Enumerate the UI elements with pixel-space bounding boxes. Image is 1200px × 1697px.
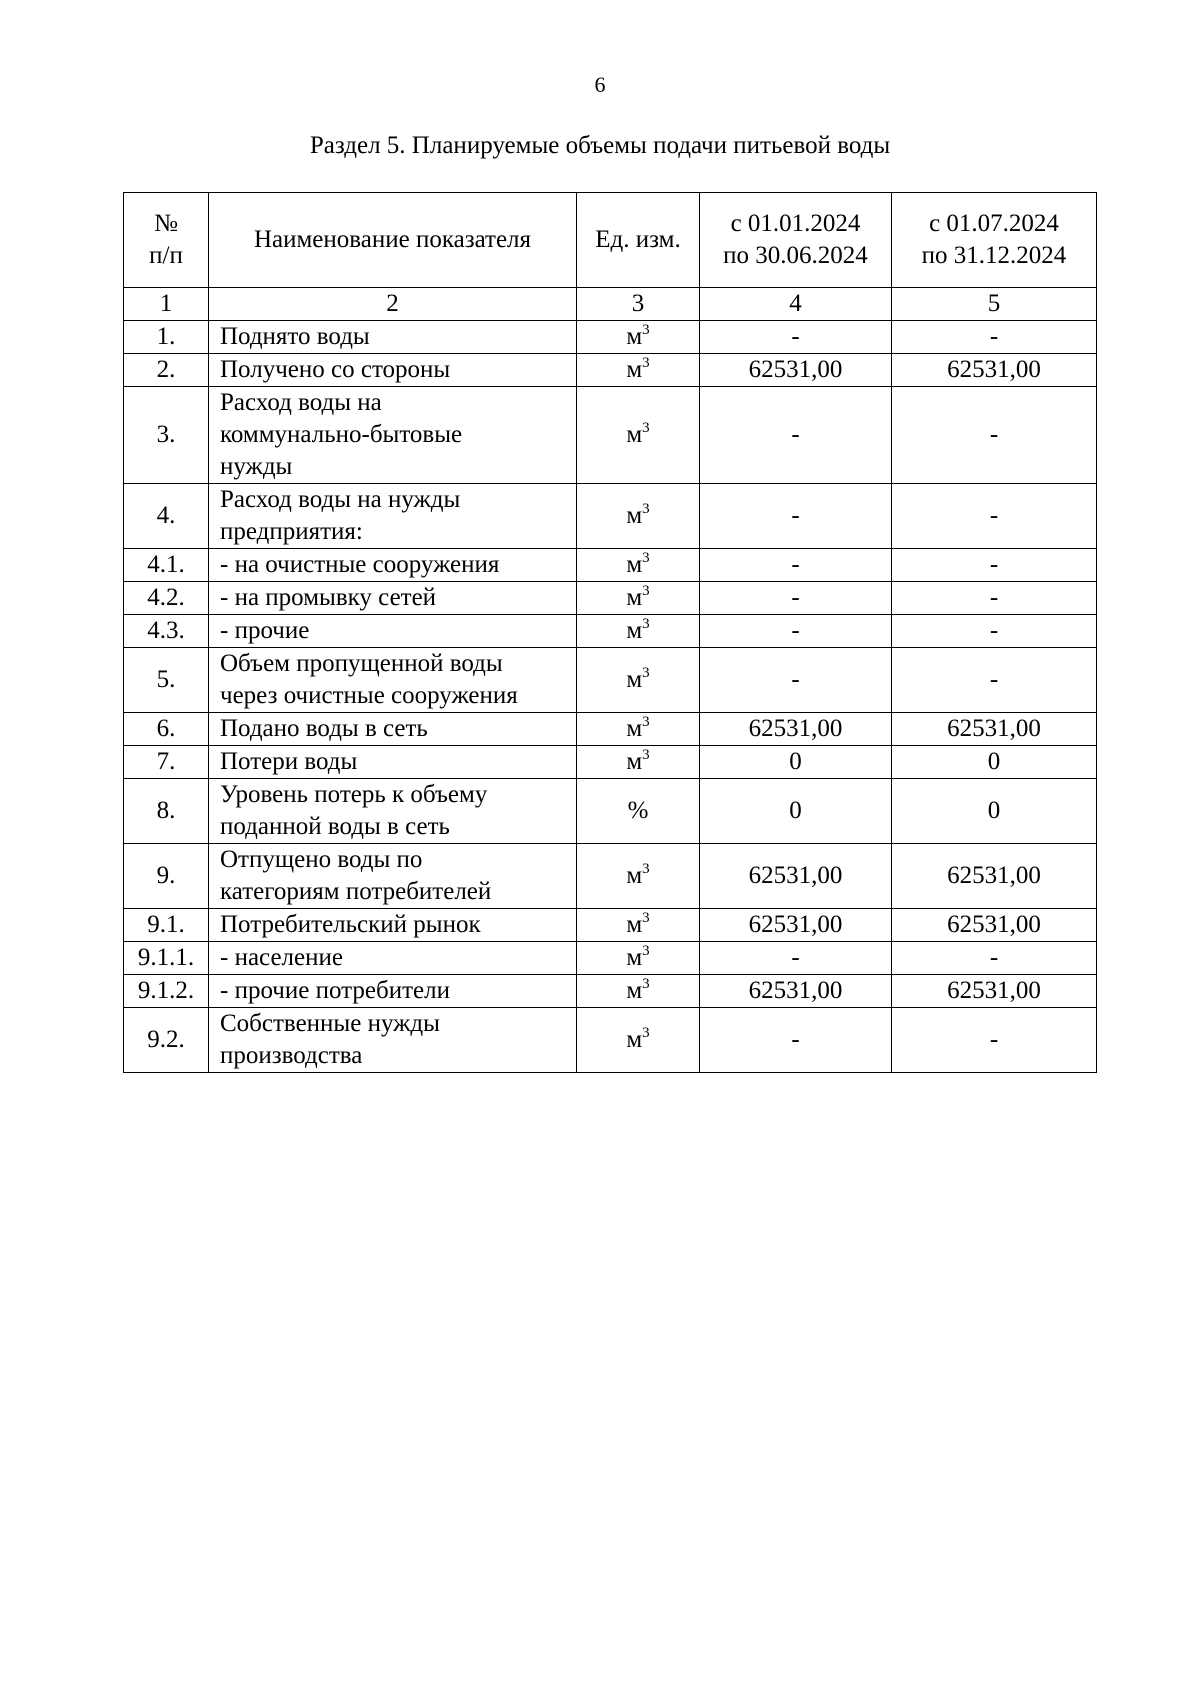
value-period-2: - <box>892 387 1097 484</box>
indicator-name: - на промывку сетей <box>209 582 577 615</box>
value-period-2: 0 <box>892 746 1097 779</box>
unit-exponent: 3 <box>642 1025 650 1041</box>
unit-cell <box>577 582 700 615</box>
unit-cell <box>577 648 700 713</box>
row-number: 9.1.1. <box>124 942 209 975</box>
header-name: Наименование показателя <box>209 193 577 288</box>
value-period-1: 0 <box>700 779 892 844</box>
unit-base: м <box>626 977 643 1004</box>
indicator-name: Потери воды <box>209 746 577 779</box>
row-number: 2. <box>124 354 209 387</box>
value-period-1: 62531,00 <box>700 713 892 746</box>
unit-exponent: 3 <box>642 550 650 566</box>
value-period-1: - <box>700 549 892 582</box>
unit-exponent: 3 <box>642 616 650 632</box>
row-number: 9.1. <box>124 909 209 942</box>
value-period-1: - <box>700 484 892 549</box>
value-period-1: - <box>700 387 892 484</box>
value-period-2: - <box>892 615 1097 648</box>
indicator-name: - на очистные сооружения <box>209 549 577 582</box>
indicator-name: Собственные нужды производства <box>209 1008 577 1073</box>
column-number: 4 <box>700 288 892 321</box>
unit-cell <box>577 713 700 746</box>
indicator-name: Подано воды в сеть <box>209 713 577 746</box>
table-row <box>124 746 1097 779</box>
unit-cell <box>577 354 700 387</box>
section-title: Раздел 5. Планируемые объемы подачи питьевой воды <box>309 132 891 159</box>
value-period-2: 62531,00 <box>892 354 1097 387</box>
table-row <box>124 1008 1097 1073</box>
column-number: 5 <box>892 288 1097 321</box>
unit-cell <box>577 746 700 779</box>
table-row <box>124 615 1097 648</box>
unit-base: м <box>626 584 643 611</box>
indicator-name: - прочие потребители <box>209 975 577 1008</box>
row-number: 7. <box>124 746 209 779</box>
indicator-name: Потребительский рынок <box>209 909 577 942</box>
value-period-1: 62531,00 <box>700 354 892 387</box>
table-row <box>124 387 1097 484</box>
unit-exponent: 3 <box>642 861 650 877</box>
unit-base: м <box>626 356 643 383</box>
unit-cell <box>577 321 700 354</box>
table-row <box>124 321 1097 354</box>
row-number: 4.3. <box>124 615 209 648</box>
value-period-1: 62531,00 <box>700 909 892 942</box>
table-row <box>124 549 1097 582</box>
value-period-2: - <box>892 582 1097 615</box>
indicator-name: - население <box>209 942 577 975</box>
value-period-2: - <box>892 942 1097 975</box>
row-number: 4.2. <box>124 582 209 615</box>
water-supply-table <box>123 192 1097 1073</box>
value-period-2: - <box>892 321 1097 354</box>
unit-exponent: 3 <box>642 583 650 599</box>
unit-base: м <box>626 551 643 578</box>
value-period-1: 62531,00 <box>700 975 892 1008</box>
row-number: 4. <box>124 484 209 549</box>
unit-base: м <box>626 502 643 529</box>
value-period-2: 62531,00 <box>892 713 1097 746</box>
unit-cell <box>577 779 700 844</box>
unit-cell <box>577 909 700 942</box>
unit-base: м <box>626 617 643 644</box>
unit-base: м <box>626 944 643 971</box>
value-period-1: - <box>700 942 892 975</box>
header-period-2: с 01.07.2024 по 31.12.2024 <box>892 193 1097 288</box>
header-unit: Ед. изм. <box>577 193 700 288</box>
unit-exponent: 3 <box>642 322 650 338</box>
row-number: 9.1.2. <box>124 975 209 1008</box>
table-row <box>124 844 1097 909</box>
unit-cell <box>577 975 700 1008</box>
unit-base: м <box>626 666 643 693</box>
column-number: 2 <box>209 288 577 321</box>
indicator-name: Расход воды на коммунально-бытовые нужды <box>209 387 577 484</box>
unit-base: м <box>626 911 643 938</box>
value-period-2: - <box>892 484 1097 549</box>
row-number: 9.2. <box>124 1008 209 1073</box>
unit-cell <box>577 484 700 549</box>
header-num: № п/п <box>124 193 209 288</box>
unit-cell <box>577 549 700 582</box>
value-period-2: 62531,00 <box>892 844 1097 909</box>
table-row <box>124 354 1097 387</box>
table-row <box>124 942 1097 975</box>
value-period-1: - <box>700 648 892 713</box>
unit-base: м <box>626 862 643 889</box>
unit-exponent: 3 <box>642 714 650 730</box>
unit-base: м <box>626 323 643 350</box>
unit-cell <box>577 387 700 484</box>
unit-exponent: 3 <box>642 910 650 926</box>
value-period-2: - <box>892 549 1097 582</box>
table-row <box>124 975 1097 1008</box>
row-number: 5. <box>124 648 209 713</box>
value-period-2: - <box>892 1008 1097 1073</box>
value-period-2: - <box>892 648 1097 713</box>
unit-exponent: 3 <box>642 665 650 681</box>
header-period-1: с 01.01.2024 по 30.06.2024 <box>700 193 892 288</box>
value-period-1: 62531,00 <box>700 844 892 909</box>
indicator-name: Отпущено воды по категориям потребителей <box>209 844 577 909</box>
unit-exponent: 3 <box>642 355 650 371</box>
unit-base: м <box>626 748 643 775</box>
table-row <box>124 909 1097 942</box>
table-row <box>124 582 1097 615</box>
value-period-1: - <box>700 321 892 354</box>
table-row <box>124 484 1097 549</box>
row-number: 6. <box>124 713 209 746</box>
indicator-name: Получено со стороны <box>209 354 577 387</box>
row-number: 1. <box>124 321 209 354</box>
unit-base: м <box>626 1026 643 1053</box>
indicator-name: Уровень потерь к объему поданной воды в сеть <box>209 779 577 844</box>
unit-cell <box>577 942 700 975</box>
unit-cell <box>577 844 700 909</box>
row-number: 8. <box>124 779 209 844</box>
unit-exponent: 3 <box>642 747 650 763</box>
row-number: 4.1. <box>124 549 209 582</box>
column-number-row <box>124 288 1097 321</box>
indicator-name: Расход воды на нужды предприятия: <box>209 484 577 549</box>
unit-cell <box>577 1008 700 1073</box>
indicator-name: Объем пропущенной воды через очистные сооружения <box>209 648 577 713</box>
unit-base: м <box>626 715 643 742</box>
value-period-1: 0 <box>700 746 892 779</box>
table-row <box>124 779 1097 844</box>
value-period-1: - <box>700 582 892 615</box>
unit-cell <box>577 615 700 648</box>
row-number: 3. <box>124 387 209 484</box>
column-number: 1 <box>124 288 209 321</box>
table-row <box>124 648 1097 713</box>
value-period-2: 62531,00 <box>892 975 1097 1008</box>
table-body <box>124 321 1097 1073</box>
table-row <box>124 713 1097 746</box>
unit-exponent: 3 <box>642 976 650 992</box>
unit-exponent: 3 <box>642 501 650 517</box>
unit-base: м <box>626 421 643 448</box>
row-number: 9. <box>124 844 209 909</box>
unit-exponent: 3 <box>642 420 650 436</box>
indicator-name: - прочие <box>209 615 577 648</box>
value-period-2: 62531,00 <box>892 909 1097 942</box>
value-period-1: - <box>700 1008 892 1073</box>
value-period-1: - <box>700 615 892 648</box>
unit-base: % <box>627 797 649 824</box>
table-header-row <box>124 193 1097 288</box>
page-number: 6 <box>594 72 606 97</box>
value-period-2: 0 <box>892 779 1097 844</box>
unit-exponent: 3 <box>642 943 650 959</box>
indicator-name: Поднято воды <box>209 321 577 354</box>
column-number: 3 <box>577 288 700 321</box>
